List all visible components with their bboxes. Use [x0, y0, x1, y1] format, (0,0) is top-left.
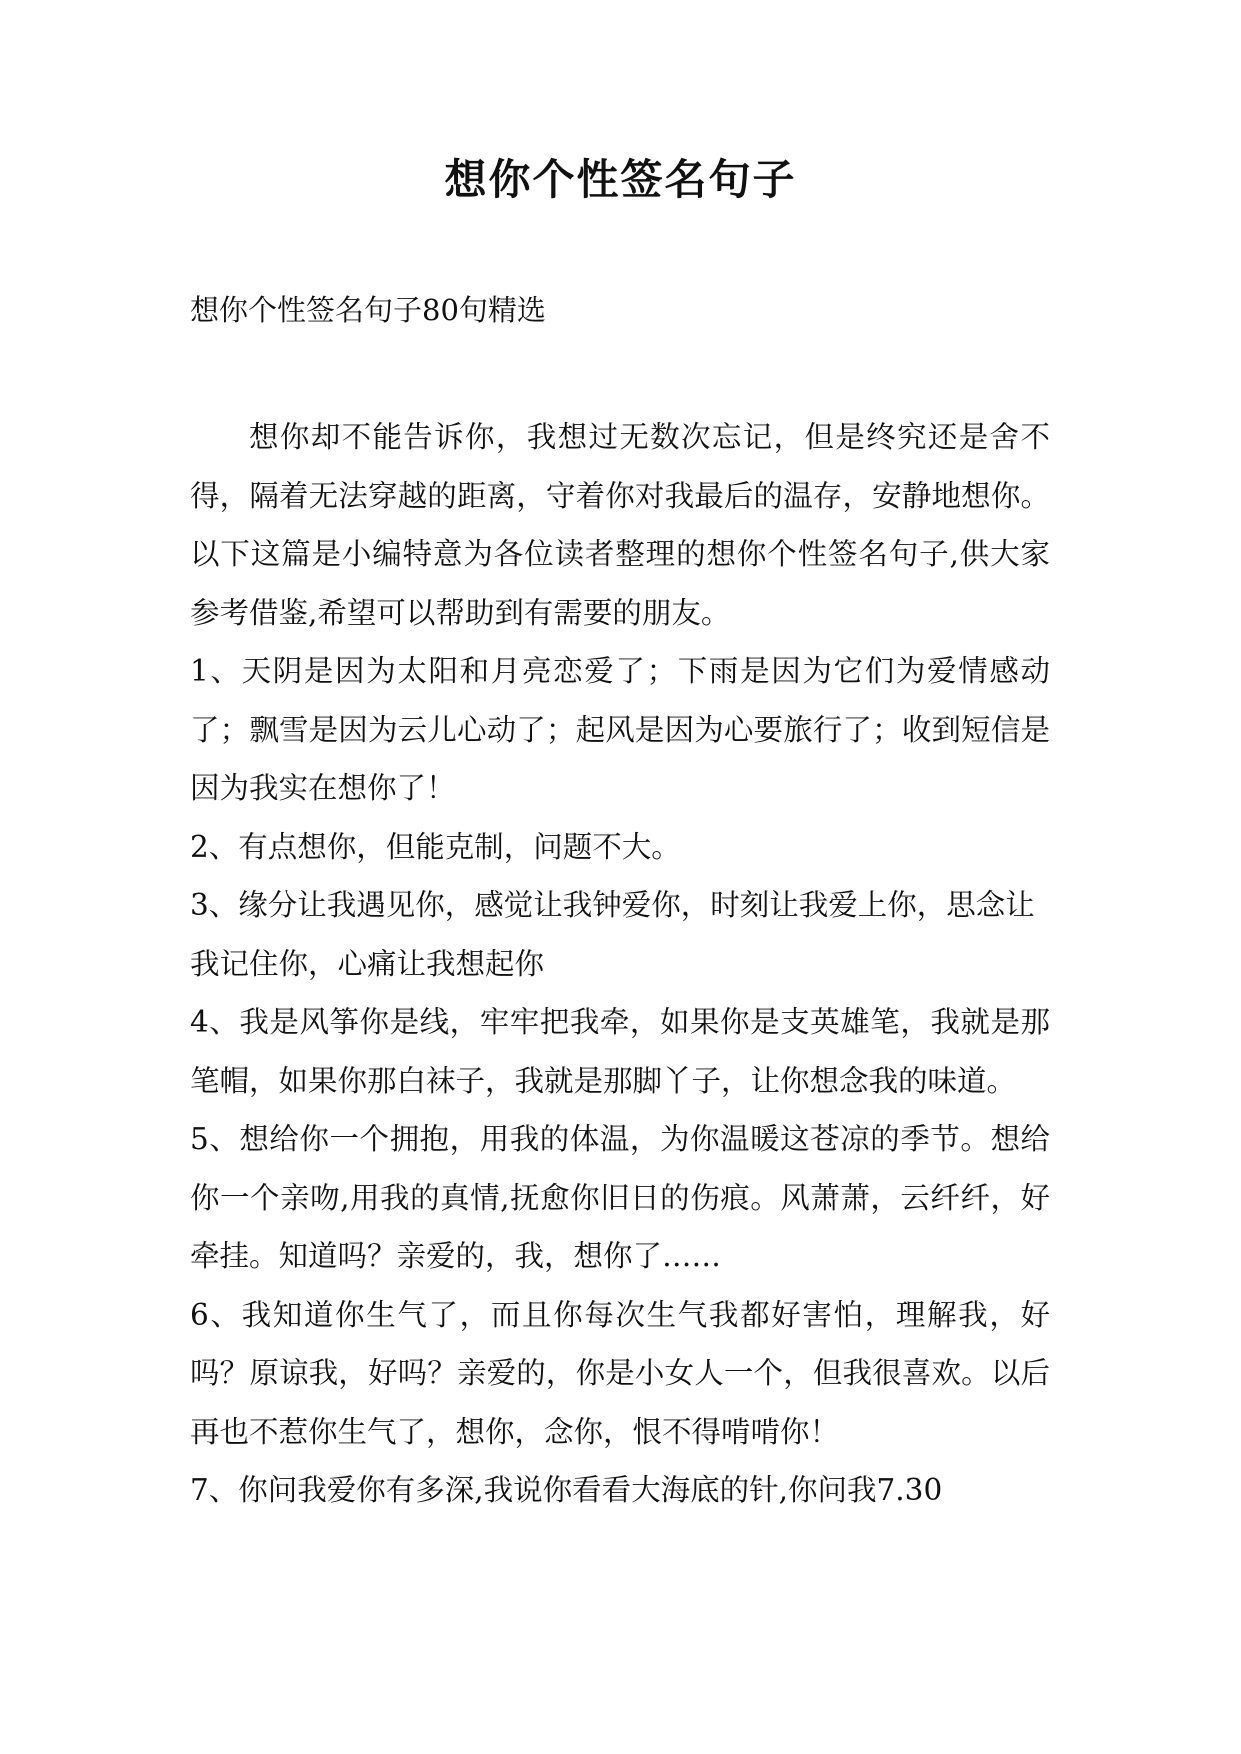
- quote-item-1: 1、天阴是因为太阳和月亮恋爱了；下雨是因为它们为爱情感动了；飘雪是因为云儿心动了；起风是因为心要旅行了；收到短信是因为我实在想你了！: [190, 654, 1050, 805]
- quote-item-5: 5、想给你一个拥抱，用我的体温，为你温暖这苍凉的季节。想给你一个亲吻,用我的真情,抚愈你旧日的伤痕。风萧萧，云纤纤，好牵挂。知道吗？亲爱的，我，想你了……: [190, 1122, 1050, 1273]
- quote-item-3: 3、缘分让我遇见你，感觉让我钟爱你，时刻让我爱上你，思念让我记住你，心痛让我想起你: [190, 888, 1035, 981]
- intro-paragraph: 想你却不能告诉你，我想过无数次忘记，但是终究还是舍不得，隔着无法穿越的距离，守着你对我最后的温存，安静地想你。以下这篇是小编特意为各位读者整理的想你个性签名句子,供大家参考借鉴,希望可以帮助到有需要的朋友。: [190, 420, 1050, 630]
- quote-item-7: 7、你问我爱你有多深,我说你看看大海底的针,你问我7.30: [190, 1473, 943, 1507]
- document-title: 想你个性签名句子: [444, 155, 797, 204]
- document-subtitle: 想你个性签名句子80句精选: [190, 293, 546, 327]
- quote-item-2: 2、有点想你，但能克制，问题不大。: [190, 829, 681, 864]
- quote-item-4: 4、我是风筝你是线，牢牢把我牵，如果你是支英雄笔，我就是那笔帽，如果你那白袜子，我就是那脚丫子，让你想念我的味道。: [190, 1005, 1050, 1098]
- document-body: [190, 408, 1050, 1520]
- quote-item-6: 6、我知道你生气了，而且你每次生气我都好害怕，理解我，好吗？原谅我，好吗？亲爱的，你是小女人一个，但我很喜欢。以后再也不惹你生气了，想你，念你，恨不得啃啃你！: [190, 1297, 1050, 1449]
